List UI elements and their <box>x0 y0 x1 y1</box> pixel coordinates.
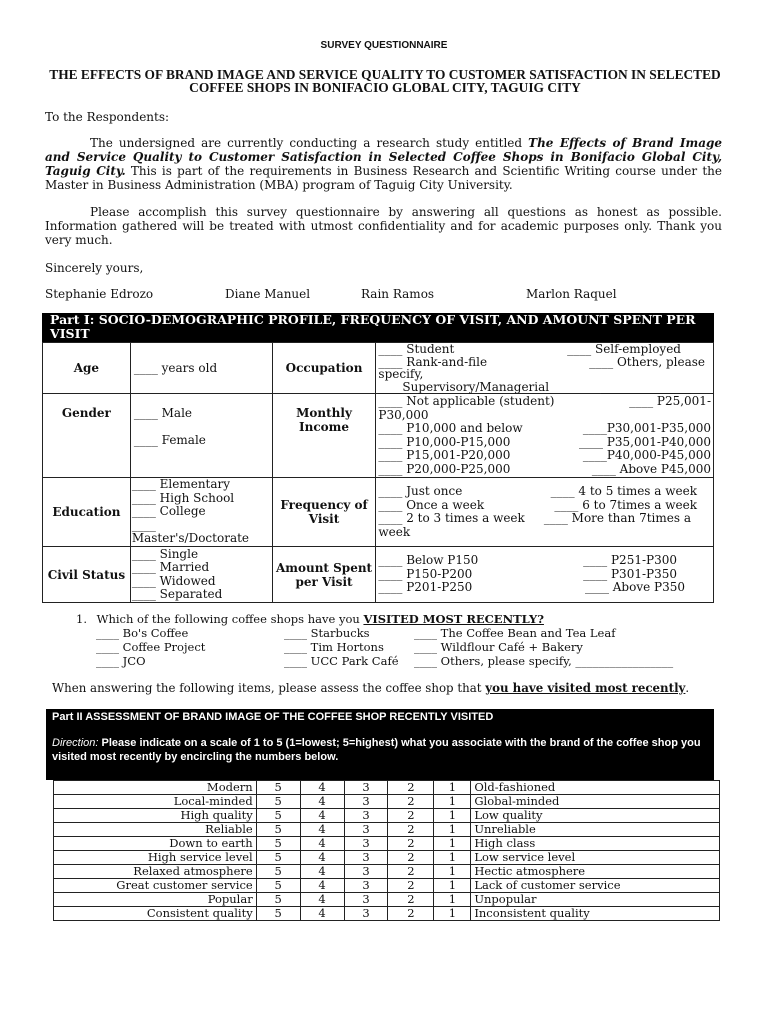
positive-attribute: Reliable <box>54 823 257 837</box>
education-option-cont: Master's/Doctorate <box>131 531 250 546</box>
rating-option[interactable]: 2 <box>388 781 434 795</box>
rating-option[interactable]: 5 <box>256 809 300 823</box>
survey-title: SURVEY QUESTIONNAIRE <box>320 40 448 51</box>
rating-option[interactable]: 1 <box>434 837 471 851</box>
coffee-shop-option[interactable]: ____ The Coffee Bean and Tea Leaf <box>414 626 616 640</box>
rating-option[interactable]: 2 <box>388 823 434 837</box>
direction-text: Please indicate on a scale of 1 to 5 (1=lowest; 5=highest) what you associate with the brand of the coffee shop you visited most recently by encircling the numbers below. <box>52 737 701 763</box>
education-option[interactable]: ____ <box>131 517 156 532</box>
scale-row <box>54 823 720 837</box>
frequency-option[interactable]: ____ More than 7times a <box>543 511 691 525</box>
rating-option[interactable]: 3 <box>344 865 388 879</box>
occupation-option[interactable]: ____ Others, please <box>589 354 705 369</box>
income-option[interactable]: ____ P20,000-P25,000 <box>378 461 511 476</box>
occupation-specify-blank[interactable]: _______________ <box>601 379 691 394</box>
rating-option[interactable]: 3 <box>344 809 388 823</box>
author-name: Diane Manuel <box>225 287 311 301</box>
rating-option[interactable]: 5 <box>256 879 300 893</box>
positive-attribute: Popular <box>54 893 257 907</box>
rating-option[interactable]: 5 <box>256 907 300 921</box>
rating-option[interactable]: 3 <box>344 837 388 851</box>
occupation-option[interactable]: ____Supervisory/Managerial <box>378 379 550 394</box>
rating-option[interactable]: 1 <box>434 823 471 837</box>
civil-status-option[interactable]: ____ Widowed <box>131 573 216 588</box>
rating-option[interactable]: 3 <box>344 851 388 865</box>
education-option[interactable]: ____ College <box>131 504 206 519</box>
positive-attribute: Relaxed atmosphere <box>54 865 257 879</box>
scale-row <box>54 851 720 865</box>
scale-row <box>54 809 720 823</box>
occupation-specify: specify, <box>378 367 424 381</box>
gender-option-female[interactable]: ____ Female <box>133 433 206 447</box>
negative-attribute: Hectic atmosphere <box>471 865 720 879</box>
rating-option[interactable]: 5 <box>256 893 300 907</box>
occupation-option[interactable]: ____ Self-employed <box>567 342 681 356</box>
intro-paragraph <box>45 136 722 192</box>
rating-option[interactable]: 4 <box>300 795 344 809</box>
occupation-option[interactable]: ____ Student <box>378 342 455 356</box>
positive-attribute: Modern <box>54 781 257 795</box>
rating-option[interactable]: 3 <box>344 823 388 837</box>
direction-label: Direction: <box>52 737 99 749</box>
frequency-option[interactable]: ____ 2 to 3 times a week <box>378 511 525 525</box>
frequency-option[interactable]: ____ Just once <box>378 484 463 498</box>
frequency-option-cont: week <box>378 524 411 539</box>
rating-option[interactable]: 2 <box>388 809 434 823</box>
frequency-option[interactable]: ____ 6 to 7times a week <box>554 497 697 512</box>
positive-attribute: High service level <box>54 851 257 865</box>
coffee-shop-option[interactable]: ____ Coffee Project <box>96 640 206 654</box>
negative-attribute: Global-minded <box>471 795 720 809</box>
rating-option[interactable]: 1 <box>434 795 471 809</box>
rating-option[interactable]: 1 <box>434 893 471 907</box>
gender-label: Gender <box>43 394 131 478</box>
positive-attribute: Down to earth <box>54 837 257 851</box>
income-option-cont: P30,000 <box>378 407 429 422</box>
coffee-shop-option[interactable]: ____ JCO <box>96 654 146 668</box>
assessment-instruction: When answering the following items, please assess the coffee shop that you have visited most recently. <box>52 681 690 695</box>
amount-option[interactable]: ____ P201-P250 <box>378 580 473 595</box>
rating-option[interactable]: 5 <box>256 795 300 809</box>
request-paragraph <box>45 205 722 247</box>
scale-row <box>54 907 720 921</box>
amount-label: Amount Spent per Visit <box>272 547 376 603</box>
part2-title: Part II ASSESSMENT OF BRAND IMAGE OF THE COFFEE SHOP RECENTLY VISITED <box>52 711 494 723</box>
rating-option[interactable]: 4 <box>300 781 344 795</box>
rating-option[interactable]: 4 <box>300 865 344 879</box>
part1-header: Part I: SOCIO-DEMOGRAPHIC PROFILE, FREQUENCY OF VISIT, AND AMOUNT SPENT PER VISIT <box>42 313 714 342</box>
coffee-shop-option[interactable]: ____ Wildflour Café + Bakery <box>414 640 583 654</box>
income-option[interactable]: ____ P15,001-P20,000 <box>378 448 511 462</box>
rating-option[interactable]: 2 <box>388 907 434 921</box>
negative-attribute: Inconsistent quality <box>471 907 720 921</box>
rating-option[interactable]: 4 <box>300 851 344 865</box>
rating-option[interactable]: 5 <box>256 851 300 865</box>
gender-option-male[interactable]: ____ Male <box>133 406 193 420</box>
scale-row <box>54 879 720 893</box>
education-option[interactable]: ____ Elementary <box>131 477 231 492</box>
rating-option[interactable]: 2 <box>388 851 434 865</box>
amount-option[interactable]: ____ P251-P300 <box>583 553 677 568</box>
intro-text-end: This is part of the requirements in Business Research and Scientific Writing course under the Master in Business Administration (MBA) program of Taguig City University. <box>45 164 722 192</box>
amount-option[interactable]: ____ P150-P200 <box>378 566 473 581</box>
positive-attribute: Consistent quality <box>54 907 257 921</box>
scale-row <box>54 781 720 795</box>
rating-option[interactable]: 4 <box>300 879 344 893</box>
gender-options <box>130 394 272 478</box>
rating-option[interactable]: 5 <box>256 837 300 851</box>
brand-image-scale-table <box>53 780 720 921</box>
scale-row <box>54 893 720 907</box>
frequency-options <box>376 478 714 547</box>
rating-option[interactable]: 3 <box>344 879 388 893</box>
amount-option[interactable]: ____ P301-P350 <box>583 566 677 581</box>
occupation-options <box>376 343 714 394</box>
intro-text-start: The undersigned are currently conducting a research study entitled <box>90 136 529 150</box>
main-title: THE EFFECTS OF BRAND IMAGE AND SERVICE QUALITY TO CUSTOMER SATISFACTION IN SELECTED COFFEE SHOPS IN BONIFACIO GLOBAL CITY, TAGUIG CITY <box>49 67 721 95</box>
frequency-label: Frequency of Visit <box>272 478 376 547</box>
rating-option[interactable]: 3 <box>344 907 388 921</box>
income-option[interactable]: ____ Above P45,000 <box>591 461 711 476</box>
rating-option[interactable]: 4 <box>300 809 344 823</box>
question-number: 1. <box>76 612 87 626</box>
closing: Sincerely yours, <box>45 261 144 275</box>
rating-option[interactable]: 2 <box>388 893 434 907</box>
civil-status-option[interactable]: ____ Separated <box>131 587 223 601</box>
rating-option[interactable]: 1 <box>434 851 471 865</box>
rating-option[interactable]: 5 <box>256 865 300 879</box>
demographic-table <box>42 342 714 603</box>
income-option[interactable]: ____P40,000-P45,000 <box>582 448 711 462</box>
income-option[interactable]: ____ P10,000-P15,000 <box>378 434 511 449</box>
education-options <box>130 478 272 547</box>
rating-option[interactable]: 2 <box>388 879 434 893</box>
amount-option[interactable]: ____ Below P150 <box>378 553 479 568</box>
rating-option[interactable]: 3 <box>344 893 388 907</box>
positive-attribute: Local-minded <box>54 795 257 809</box>
question-emphasis: VISITED MOST RECENTLY? <box>363 612 544 626</box>
instruction-emphasis: you have visited most recently <box>485 681 686 695</box>
negative-attribute: Unreliable <box>471 823 720 837</box>
part2-direction <box>46 723 714 764</box>
negative-attribute: High class <box>471 837 720 851</box>
negative-attribute: Low quality <box>471 809 720 823</box>
civil-status-label: Civil Status <box>43 547 131 603</box>
salutation: To the Respondents: <box>45 110 170 124</box>
rating-option[interactable]: 4 <box>300 823 344 837</box>
rating-option[interactable]: 3 <box>344 781 388 795</box>
coffee-shop-option[interactable]: ____ Tim Hortons <box>284 640 384 654</box>
civil-status-option[interactable]: ____ Married <box>131 560 210 574</box>
rating-option[interactable]: 4 <box>300 907 344 921</box>
occupation-option[interactable]: ____ Rank-and-file <box>378 354 488 369</box>
rating-option[interactable]: 4 <box>300 893 344 907</box>
education-label: Education <box>43 478 131 547</box>
author-name: Stephanie Edrozo <box>45 287 154 301</box>
rating-option[interactable]: 1 <box>434 809 471 823</box>
scale-row <box>54 837 720 851</box>
frequency-option[interactable]: ____ 4 to 5 times a week <box>550 484 697 498</box>
negative-attribute: Unpopular <box>471 893 720 907</box>
rating-option[interactable]: 1 <box>434 879 471 893</box>
civil-status-options <box>130 547 272 603</box>
income-label: Monthly Income <box>272 394 376 478</box>
income-option[interactable]: ____ P35,001-P40,000 <box>579 434 711 449</box>
rating-option[interactable]: 1 <box>434 907 471 921</box>
coffee-shop-option[interactable]: ____ Starbucks <box>284 626 370 640</box>
part2-header <box>46 709 714 780</box>
positive-attribute: High quality <box>54 809 257 823</box>
age-label: Age <box>43 343 131 394</box>
rating-option[interactable]: 2 <box>388 865 434 879</box>
negative-attribute: Old-fashioned <box>471 781 720 795</box>
rating-option[interactable]: 4 <box>300 837 344 851</box>
income-option[interactable]: ____ P10,000 and below <box>378 421 523 435</box>
occupation-label: Occupation <box>272 343 376 394</box>
positive-attribute: Great customer service <box>54 879 257 893</box>
rating-option[interactable]: 1 <box>434 781 471 795</box>
coffee-shop-option[interactable]: ____ Others, please specify, _________________ <box>414 654 674 668</box>
question-1 <box>76 612 544 626</box>
rating-option[interactable]: 5 <box>256 823 300 837</box>
income-option[interactable]: ____ P25,001- <box>629 394 711 408</box>
question-text: Which of the following coffee shops have you <box>96 612 364 626</box>
amount-options <box>376 547 714 603</box>
rating-option[interactable]: 2 <box>388 795 434 809</box>
amount-option[interactable]: ____ Above P350 <box>584 580 685 595</box>
civil-status-option[interactable]: ____ Single <box>131 546 199 561</box>
age-field[interactable]: ____ years old <box>130 343 272 394</box>
author-name: Marlon Raquel <box>526 287 617 301</box>
coffee-shop-option[interactable]: ____ UCC Park Café <box>284 654 399 668</box>
education-option[interactable]: ____ High School <box>131 490 235 505</box>
coffee-shop-option[interactable]: ____ Bo's Coffee <box>96 626 189 640</box>
author-name: Rain Ramos <box>361 287 435 301</box>
rating-option[interactable]: 2 <box>388 837 434 851</box>
income-option[interactable]: ____P30,001-P35,000 <box>582 421 711 435</box>
negative-attribute: Lack of customer service <box>471 879 720 893</box>
study-title: The Effects of Brand Image and Service Quality to Customer Satisfaction in Selected Coffee Shops in Bonifacio Global City, Taguig City. <box>45 136 722 178</box>
rating-option[interactable]: 1 <box>434 865 471 879</box>
frequency-option[interactable]: ____ Once a week <box>378 497 485 512</box>
income-option[interactable]: ____ Not applicable (student) <box>378 394 555 408</box>
negative-attribute: Low service level <box>471 851 720 865</box>
income-options <box>376 394 714 478</box>
rating-option[interactable]: 5 <box>256 781 300 795</box>
scale-row <box>54 795 720 809</box>
rating-option[interactable]: 3 <box>344 795 388 809</box>
request-text: Please accomplish this survey questionnaire by answering all questions as honest as possible. Information gathered will be treated with utmost confidentiality and for academic purposes only. Thank you very much. <box>45 205 722 247</box>
scale-row <box>54 865 720 879</box>
